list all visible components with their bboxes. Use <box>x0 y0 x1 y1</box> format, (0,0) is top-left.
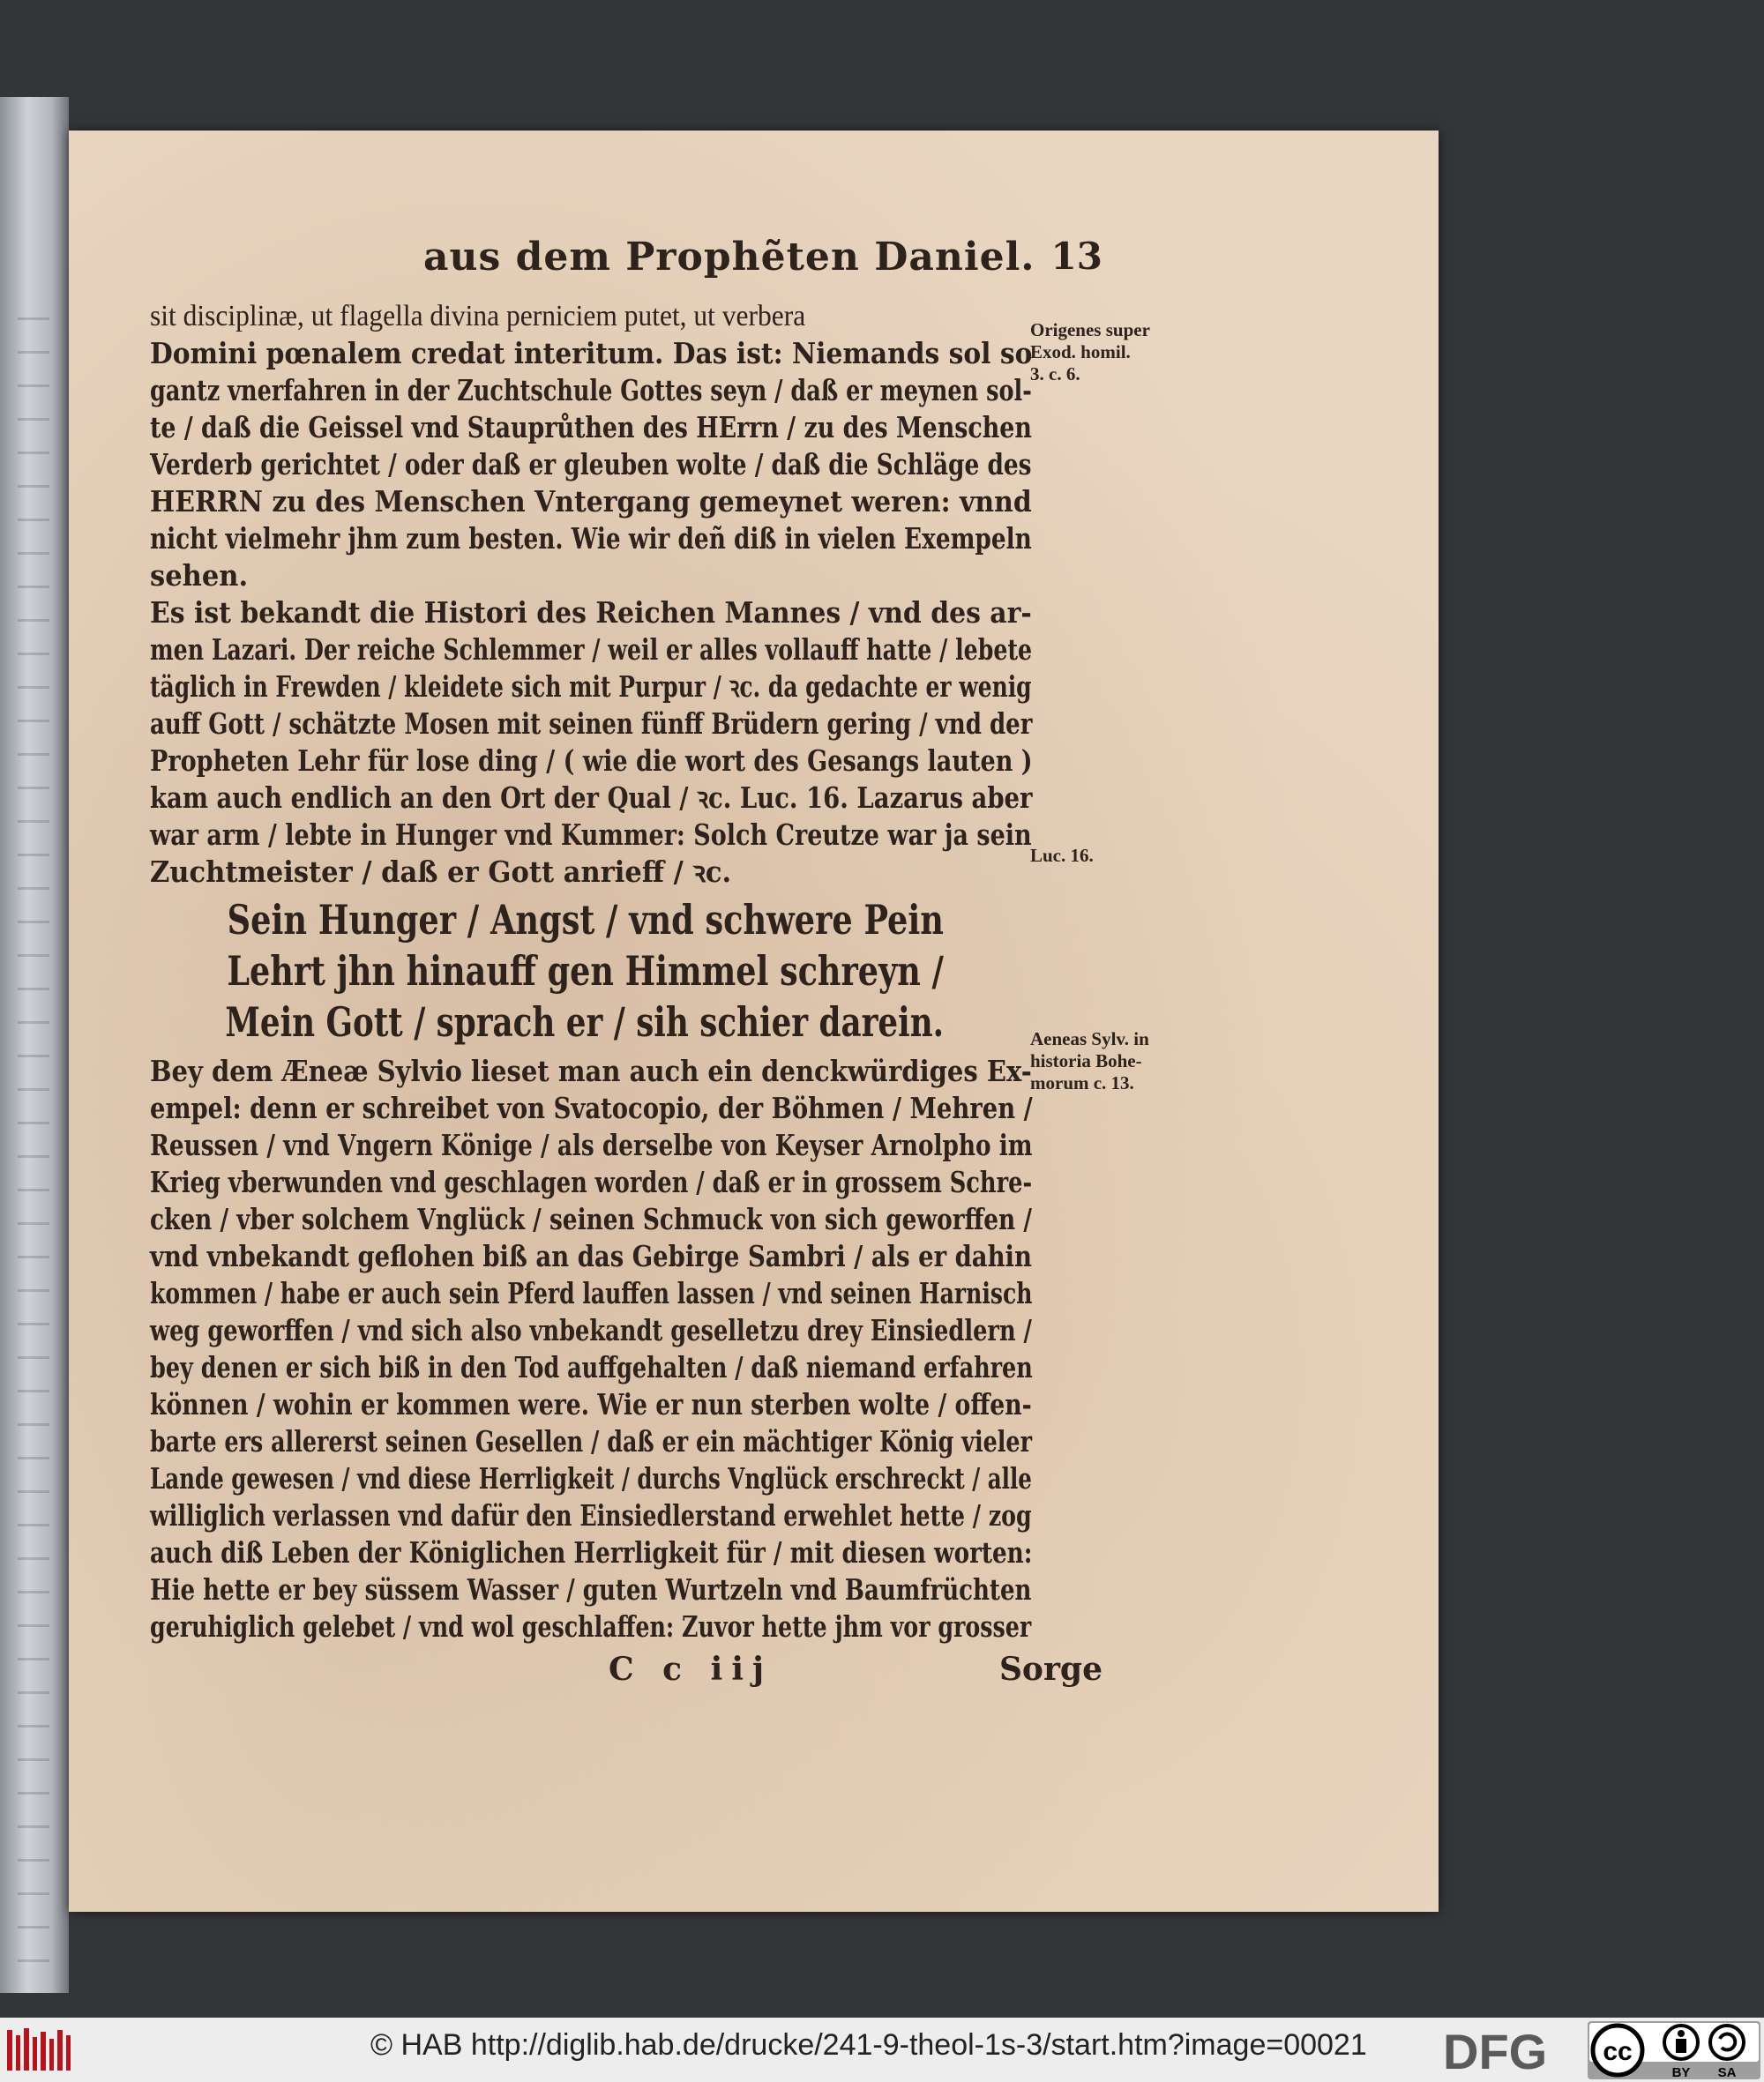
viewer-footer <box>0 2018 1764 2082</box>
verse-block <box>150 894 1102 1048</box>
page-foot <box>150 1649 1102 1690</box>
text-line: geruhiglich gelebet / vnd wol geschlaffen: Zuvor hette jhm vor grosser <box>150 1609 1032 1644</box>
text-line: cken / vber solchem Vnglück / seinen Schmuck von sich geworffen / <box>150 1202 1033 1236</box>
cc-by-label: BY <box>1671 2065 1691 2079</box>
copyright-link[interactable]: © HAB http://diglib.hab.de/drucke/241-9-theol-1s-3/start.htm?image=00021 <box>370 2028 1367 2062</box>
margin-note-line: Exod. homil. <box>1030 341 1131 362</box>
margin-note-origenes <box>1030 319 1198 385</box>
margin-note-line: morum c. 13. <box>1030 1072 1134 1093</box>
scanned-page <box>69 131 1439 1912</box>
hab-logo-icon <box>5 2026 76 2074</box>
text-line: Zuchtmeister / daß er Gott anrieff / ꝛc. <box>150 854 732 889</box>
page-number: 13 <box>1050 235 1102 278</box>
text-line: nicht vielmehr jhm zum besten. Wie wir deñ diß in vielen Exempeln <box>150 521 1032 556</box>
paragraph-group-1 <box>150 298 1102 891</box>
text-line: war arm / lebte in Hunger vnd Kummer: Solch Creutze war ja sein <box>150 817 1032 852</box>
text-line: Hie hette er bey süssem Wasser / guten Wurtzeln vnd Baumfrüchten <box>150 1572 1032 1607</box>
verse-line: Sein Hunger / Angst / vnd schwere Pein <box>227 896 944 944</box>
text-line: weg geworffen / vnd sich also vnbekandt geselletzu drey Einsiedlern / <box>150 1313 1032 1347</box>
previous-page-text-shadow <box>18 317 49 1993</box>
text-line: Lande gewesen / vnd diese Herrligkeit / durchs Vnglück erschreckt / alle <box>150 1461 1032 1496</box>
text-line: Domini pœnalem credat interitum. Das ist: Niemands sol so <box>150 336 1033 370</box>
text-line: HERRN zu des Menschen Vntergang gemeynet weren: vnnd <box>150 484 1032 519</box>
running-header <box>150 235 1102 298</box>
text-line: vnd vnbekandt geflohen biß an das Gebirge Sambri / als er dahin <box>150 1239 1032 1273</box>
text-line: können / wohin er kommen were. Wie er nun sterben wolte / offen- <box>150 1387 1032 1422</box>
margin-note-luke <box>1030 845 1198 867</box>
text-line: sehen. <box>150 558 249 593</box>
text-line: Reussen / vnd Vngern Könige / als derselbe von Keyser Arnolpho im <box>150 1128 1033 1162</box>
text-line: kommen / habe er auch sein Pferd lauffen lassen / vnd seinen Harnisch <box>150 1276 1033 1310</box>
running-title: aus dem Prophẽten Daniel. <box>423 235 1035 280</box>
text-line: sit disciplinæ, ut flagella divina perniciem putet, ut verbera <box>150 300 806 332</box>
text-line: bey denen er sich biß in den Tod auffgehalten / daß niemand erfahren <box>150 1350 1033 1384</box>
margin-note-line: 3. c. 6. <box>1030 363 1080 384</box>
text-line: auff Gott / schätzte Mosen mit seinen fünff Brüdern gering / vnd der <box>150 706 1033 741</box>
verse-line: Lehrt jhn hinauff gen Himmel schreyn / <box>227 947 944 995</box>
dfg-logo-text: DFG <box>1443 2025 1548 2076</box>
text-line: empel: denn er schreibet von Svatocopio, der Böhmen / Mehren / <box>150 1091 1033 1125</box>
margin-note-line: Origenes super <box>1030 319 1150 340</box>
text-line: Bey dem Æneæ Sylvio lieset man auch ein denckwürdiges Ex- <box>150 1054 1032 1088</box>
text-line: te / daß die Geissel vnd Stauprůthen des HErrn / zu des Menschen <box>150 410 1032 444</box>
margin-note-line: Luc. 16. <box>1030 845 1094 866</box>
text-line: kam auch endlich an den Ort der Qual / ꝛc. Luc. 16. Lazarus aber <box>150 780 1033 815</box>
margin-note-line: historia Bohe- <box>1030 1050 1142 1071</box>
text-line: Krieg vberwunden vnd geschlagen worden / daß er in grossem Schre- <box>150 1165 1033 1199</box>
text-line: Propheten Lehr für lose ding / ( wie die wort des Gesangs lauten ) <box>150 743 1033 778</box>
text-block <box>150 235 1102 1690</box>
text-line: barte ers allererst seinen Gesellen / daß er ein mächtiger König vieler <box>150 1424 1032 1459</box>
text-line: Verderb gerichtet / oder daß er gleuben wolte / daß die Schläge des <box>150 447 1032 481</box>
text-line: auch diß Leben der Königlichen Herrligkeit für / mit diesen worten: <box>150 1535 1033 1570</box>
text-line: Es ist bekandt die Histori des Reichen Mannes / vnd des ar- <box>150 595 1032 630</box>
cc-sa-label: SA <box>1717 2065 1737 2079</box>
text-line: gantz vnerfahren in der Zuchtschule Gottes seyn / daß er meynen sol- <box>150 373 1032 407</box>
margin-note-line: Aeneas Sylv. in <box>1030 1028 1149 1049</box>
dfg-logo <box>1443 2025 1584 2076</box>
paragraph-group-2 <box>150 1053 1102 1645</box>
signature-mark: C c iij <box>609 1651 774 1688</box>
verse-line: Mein Gott / sprach er / sih schier darein. <box>225 998 945 1046</box>
text-line: täglich in Frewden / kleidete sich mit Purpur / ꝛc. da gedachte er wenig <box>150 669 1032 704</box>
previous-page-edge <box>0 97 69 1993</box>
text-line: williglich verlassen vnd dafür den Einsiedlerstand erwehlet hette / zog <box>150 1498 1032 1533</box>
svg-text:cc: cc <box>1603 2037 1633 2066</box>
cc-by-sa-badge[interactable] <box>1588 2021 1760 2079</box>
catchword: Sorge <box>998 1651 1102 1688</box>
margin-note-aeneas <box>1030 1028 1198 1094</box>
text-line: men Lazari. Der reiche Schlemmer / weil er alles vollauff hatte / lebete <box>150 632 1033 667</box>
